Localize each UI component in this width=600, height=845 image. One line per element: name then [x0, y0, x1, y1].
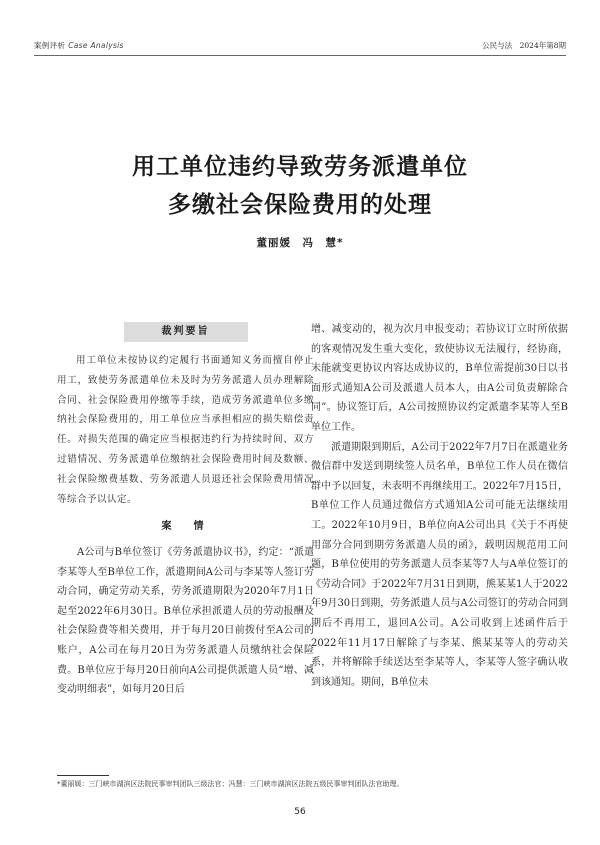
article-title-line2: 多缴社会保险费用的处理 [168, 192, 432, 218]
case-paragraph-2: 派遣期限到期后，A公司于2022年7月7日在派遣业务微信群中发送到期续签人员名单，B单位工作人员在微信群中予以回复，未表明不再继续用工。2022年7月15日，B单位工作人员通过微信方式通知A公司可能无法继续用工。2022年10月9日，B单位向A公司出具《关于不再使用部分合同到期劳务派遣人员的函》，载明因规范用工问题，B单位使用的劳务派遣人员李某等7人与A单位签订的《劳动合同》于2022年7月31日到期，熊某某1人于2022年9月30日到期，劳务派遣人员与A公司签订的劳动合同到期后不再用工，退回A公司。A公司收到上述函件后于2022年11月17日解除了与李某、熊某某等人的劳动关系，并将解除手续送达至李某等人，李某等人签字确认收到该通知。期间，B单位未 [311, 441, 568, 688]
ruling-heading-box [57, 322, 314, 342]
footnote-rule [57, 775, 109, 776]
section-label-cn: 案例评析 [34, 41, 66, 50]
header-rule [34, 55, 566, 56]
journal-section-label [34, 40, 124, 51]
case-paragraph-1-cont: 增、减变动的，视为次月申报变动；若协议订立时所依据的客观情况发生重大变化，致使协议无法履行，经协商，未能就变更协议内容达成协议的，B单位需提前30日以书面形式通知A公司及派遣人员本人，由A公司负责解除合同”。协议签订后，A公司按照协议约定派遣李某等人至B单位工作。 [311, 324, 568, 433]
section-label-en: Case Analysis [68, 41, 124, 50]
author-footnote: *董丽媛：三门峡市湖滨区法院民事审判团队三级法官；冯慧：三门峡市湖滨区法院五级民事审判团队法官助理。 [57, 780, 404, 788]
authors: 董丽媛 冯 慧* [256, 237, 344, 249]
case-heading: 案 情 [161, 521, 210, 533]
journal-issue: 公民与法 2024年第8期 [482, 41, 566, 50]
page-number: 56 [294, 807, 306, 817]
ruling-heading: 裁判要旨 [124, 322, 248, 342]
right-column [311, 320, 568, 692]
ruling-text: 用工单位未按协议约定履行书面通知义务而擅自停止用工，致使劳务派遣单位未及时为劳务派遣人员办理解除合同、社会保险费用停缴等手续，造成劳务派遣单位多缴纳社会保险费用的，用工单位应当承担相应的损失赔偿责任。对损失范围的确定应当根据违约行为持续时间、双方过错情况、劳务派遣单位缴纳社会保险费用时间及数额、社会保险缴费基数、劳务派遣人员退还社会保险费用情况等综合予以认定。 [57, 355, 314, 505]
ruling-summary [57, 351, 314, 509]
left-column [57, 320, 314, 700]
article-title-line1: 用工单位违约导致劳务派遣单位 [132, 154, 468, 180]
case-paragraph-1: A公司与B单位签订《劳务派遣协议书》，约定：“派遣李某等人至B单位工作，派遣期间A公司与李某等人签订劳动合同，确定劳动关系，劳务派遣期限为2020年7月1日起至2022年6月30日。B单位承担派遣人员的劳动报酬及社会保险费等相关费用，并于每月20日前拨付至A公司的账户，A公司在每月20日为劳务派遣人员缴纳社会保险费。B单位应于每月20日前向A公司提供派遣人员“增、减变动明细表”，如每月20日后 [57, 546, 314, 696]
